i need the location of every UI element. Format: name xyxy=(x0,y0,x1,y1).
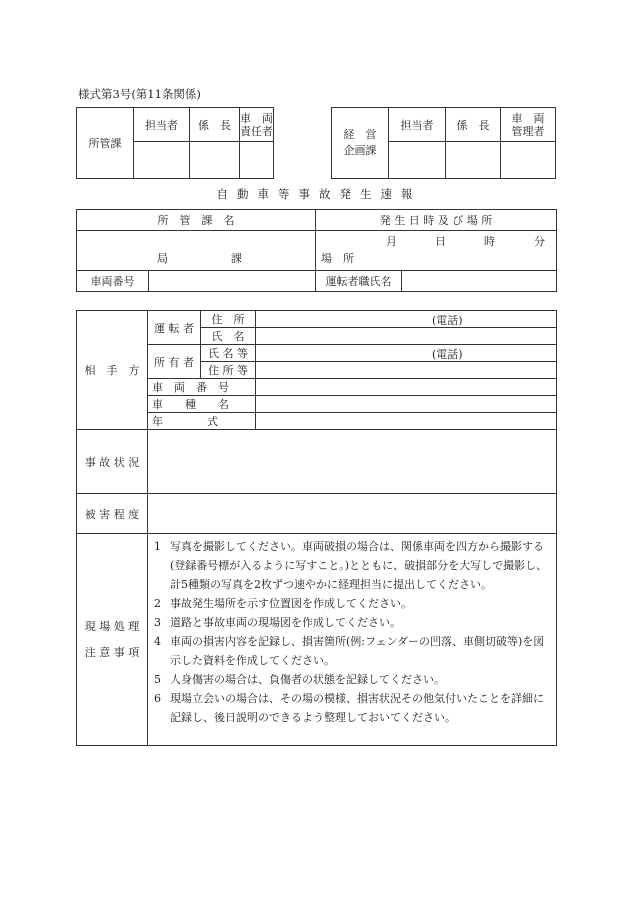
other-party-label: 相 手 方 xyxy=(77,311,148,430)
note-text: 現場立会いの場合は、その場の模様、損害状況その他気付いたことを詳細に記録し、後日説明のできるよう整理しておいてください。 xyxy=(170,692,544,724)
owner-name-field[interactable] xyxy=(256,345,557,362)
form-number-label: 様式第3号(第11条関係) xyxy=(78,87,201,101)
driver-name-label: 運転者職氏名 xyxy=(316,271,402,292)
header-table xyxy=(76,209,557,292)
onsite-notes-label xyxy=(77,534,148,746)
approval-dept-cell xyxy=(77,108,134,179)
other-vehicle-number-field[interactable] xyxy=(256,379,557,396)
approval-col-header: 車 両 責任者 xyxy=(240,108,274,142)
vehicle-type-field[interactable] xyxy=(256,396,557,413)
stamp-cell[interactable] xyxy=(190,142,240,179)
name-label: 氏 名 xyxy=(201,328,256,345)
section-label: 課 xyxy=(231,252,242,265)
note-item xyxy=(150,689,550,727)
note-text: 写真を撮影してください。車両破損の場合は、関係車両を四方から撮影する(登録番号標が入るように写すこと。)とともに、破損部分を大写しで撮影し、計5種類の写真を2枚ずつ速やかに経理担当に提出してください。 xyxy=(170,540,548,591)
address-label: 住 所 xyxy=(201,311,256,328)
vehicle-number-label: 車 両 番 号 xyxy=(148,379,256,396)
phone-label: (電話) xyxy=(432,348,463,361)
accident-status-label: 事 故 状 況 xyxy=(77,430,148,494)
approval-col-header: 担当者 xyxy=(389,108,446,142)
driver-name-input[interactable] xyxy=(256,328,557,345)
approval-dept-label: 所管課 xyxy=(88,137,122,150)
driver-name-field[interactable] xyxy=(402,271,557,292)
approval-box-right xyxy=(331,107,556,179)
note-text: 事故発生場所を示す位置図を作成してください。 xyxy=(170,597,412,610)
accident-status-field[interactable] xyxy=(148,430,557,494)
stamp-cell[interactable] xyxy=(501,142,556,179)
occurrence-cell[interactable] xyxy=(316,231,557,271)
note-item xyxy=(150,537,550,594)
note-item xyxy=(150,613,550,632)
phone-label: (電話) xyxy=(432,314,463,327)
approval-box-left xyxy=(76,107,274,179)
owner-label: 所 有 者 xyxy=(148,345,201,379)
owner-address-field[interactable] xyxy=(256,362,557,379)
name-etc-label: 氏 名 等 xyxy=(201,345,256,362)
vehicle-no-label: 車両番号 xyxy=(77,271,149,292)
occurrence-header: 発 生 日 時 及 び 場 所 xyxy=(316,210,557,231)
note-text: 人身傷害の場合は、負傷者の状態を記録してください。 xyxy=(170,673,445,686)
damage-degree-field[interactable] xyxy=(148,494,557,534)
stamp-cell[interactable] xyxy=(446,142,501,179)
hour-label: 時 xyxy=(484,235,495,248)
place-label: 場 所 xyxy=(321,252,354,265)
document-title: 自動車等事故発生速報 xyxy=(216,187,422,201)
dept-name-cell[interactable] xyxy=(77,231,316,271)
note-item xyxy=(150,594,550,613)
month-label: 月 xyxy=(386,235,397,248)
onsite-label-2: 注 意 事 項 xyxy=(84,645,140,659)
note-number: 5 xyxy=(154,673,161,686)
day-label: 日 xyxy=(435,235,446,248)
note-text: 道路と事故車両の現場図を作成してください。 xyxy=(170,616,401,629)
approval-col-header: 係 長 xyxy=(446,108,501,142)
approval-dept-label: 経 営 企画課 xyxy=(332,108,389,179)
dept-name-header: 所 管 課 名 xyxy=(77,210,316,231)
approval-col-header: 担当者 xyxy=(134,108,190,142)
onsite-notes-list xyxy=(148,534,557,746)
model-year-field[interactable] xyxy=(256,413,557,430)
address-etc-label: 住 所 等 xyxy=(201,362,256,379)
note-item xyxy=(150,632,550,670)
note-item xyxy=(150,670,550,689)
note-number: 6 xyxy=(154,692,161,705)
bureau-label: 局 xyxy=(157,252,168,265)
minute-label: 分 xyxy=(534,235,545,248)
approval-col-header: 車 両 管理者 xyxy=(501,108,556,142)
stamp-cell[interactable] xyxy=(134,142,190,179)
damage-degree-label: 被 害 程 度 xyxy=(77,494,148,534)
note-number: 4 xyxy=(154,635,161,648)
driver-label: 運 転 者 xyxy=(148,311,201,345)
stamp-cell[interactable] xyxy=(240,142,274,179)
note-text: 車両の損害内容を記録し、損害箇所(例:フェンダーの凹落、車側切破等)を図示した資料を作成してください。 xyxy=(170,635,545,667)
note-number: 3 xyxy=(154,616,161,629)
note-number: 2 xyxy=(154,597,161,610)
note-number: 1 xyxy=(154,540,161,553)
vehicle-type-label: 車 種 名 xyxy=(148,396,256,413)
stamp-cell[interactable] xyxy=(389,142,446,179)
main-table xyxy=(76,310,557,746)
onsite-label-1: 現 場 処 理 xyxy=(84,619,140,633)
driver-address-field[interactable] xyxy=(256,311,557,328)
approval-col-header: 係 長 xyxy=(190,108,240,142)
vehicle-no-field[interactable] xyxy=(149,271,316,292)
model-year-label: 年 式 xyxy=(148,413,256,430)
